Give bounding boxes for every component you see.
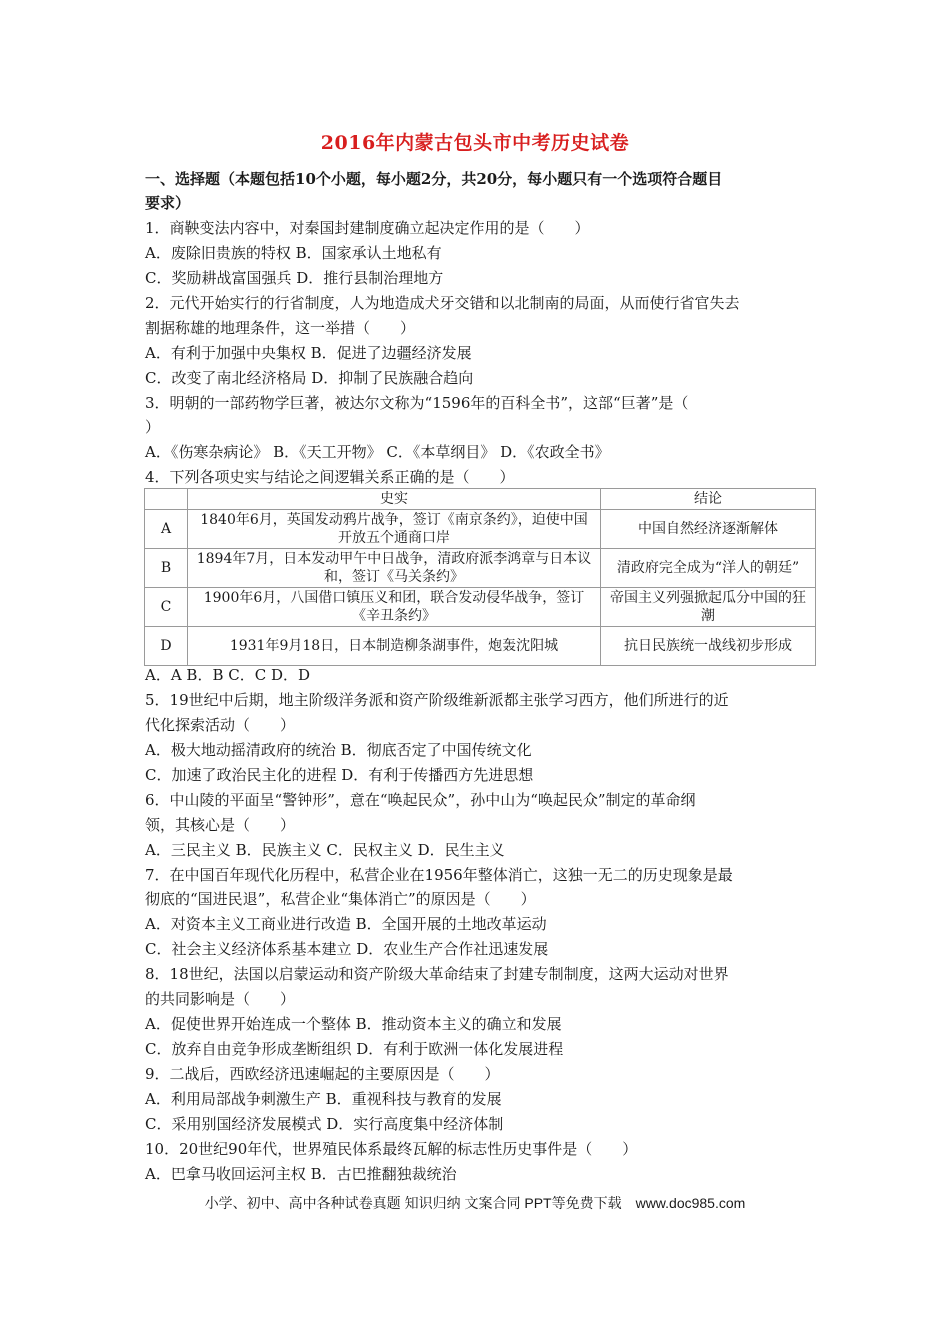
question-5-cont: 代化探索活动（ ） [145, 716, 296, 734]
q6-options: A．三民主义 B．民族主义 C．民权主义 D．民生主义 [145, 841, 505, 859]
section-heading-cont: 要求） [145, 194, 191, 212]
row-fact: 1840年6月，英国发动鸦片战争，签订《南京条约》，迫使中国开放五个通商口岸 [188, 510, 601, 549]
q1-options-cd: C．奖励耕战富国强兵 D．推行县制治理地方 [145, 269, 444, 287]
row-conclusion: 帝国主义列强掀起瓜分中国的狂潮 [601, 588, 816, 627]
table-header-row [145, 489, 816, 510]
question-3: 3．明朝的一部药物学巨著，被达尔文称为“1596年的百科全书”，这部“巨著”是（ [145, 394, 689, 412]
question-8: 8．18世纪，法国以启蒙运动和资产阶级大革命结束了封建专制制度，这两大运动对世界 [145, 965, 729, 983]
row-conclusion: 抗日民族统一战线初步形成 [601, 627, 816, 666]
question-5: 5．19世纪中后期，地主阶级洋务派和资产阶级维新派都主张学习西方，他们所进行的近 [145, 691, 729, 709]
q8-options-cd: C．放弃自由竞争形成垄断组织 D．有利于欧洲一体化发展进程 [145, 1040, 564, 1058]
q8-options-ab: A．促使世界开始连成一个整体 B．推动资本主义的确立和发展 [145, 1015, 562, 1033]
row-fact: 1931年9月18日，日本制造柳条湖事件，炮轰沈阳城 [188, 627, 601, 666]
row-conclusion: 清政府完全成为“洋人的朝廷” [601, 549, 816, 588]
table-row [145, 510, 816, 549]
q3-options: A．《伤寒杂病论》 B．《天工开物》 C．《本草纲目》 D．《农政全书》 [145, 443, 610, 461]
question-1: 1．商鞅变法内容中，对秦国封建制度确立起决定作用的是（ ） [145, 219, 590, 237]
question-9: 9．二战后，西欧经济迅速崛起的主要原因是（ ） [145, 1065, 500, 1083]
q9-options-ab: A．利用局部战争刺激生产 B．重视科技与教育的发展 [145, 1090, 502, 1108]
question-4: 4．下列各项史实与结论之间逻辑关系正确的是（ ） [145, 468, 515, 486]
page-title: 2016年内蒙古包头市中考历史试卷 [320, 132, 630, 154]
question-8-cont: 的共同影响是（ ） [145, 990, 296, 1008]
q5-options-cd: C．加速了政治民主化的进程 D．有利于传播西方先进思想 [145, 766, 534, 784]
question-4-table [144, 488, 816, 666]
question-7: 7．在中国百年现代化历程中，私营企业在1956年整体消亡，这独一无二的历史现象是最 [145, 866, 733, 884]
question-6-cont: 领，其核心是（ ） [145, 816, 296, 834]
q7-options-ab: A．对资本主义工商业进行改造 B．全国开展的土地改革运动 [145, 915, 547, 933]
row-fact: 1894年7月，日本发动甲午中日战争，清政府派李鸿章与日本议和，签订《马关条约》 [188, 549, 601, 588]
row-label: B [145, 549, 188, 588]
table-header-label [145, 489, 188, 510]
question-7-cont: 彻底的“国进民退”，私营企业“集体消亡”的原因是（ ） [145, 890, 536, 908]
q9-options-cd: C．采用别国经济发展模式 D．实行高度集中经济体制 [145, 1115, 504, 1133]
table-row [145, 549, 816, 588]
question-6: 6．中山陵的平面呈“警钟形”，意在“唤起民众”，孙中山为“唤起民众”制定的革命纲 [145, 791, 696, 809]
q1-options-ab: A．废除旧贵族的特权 B．国家承认土地私有 [145, 244, 442, 262]
q7-options-cd: C．社会主义经济体系基本建立 D．农业生产合作社迅速发展 [145, 940, 549, 958]
section-heading: 一、选择题（本题包括10个小题，每小题2分，共20分，每小题只有一个选项符合题目 [145, 170, 723, 188]
row-fact: 1900年6月，八国借口镇压义和团，联合发动侵华战争，签订《辛丑条约》 [188, 588, 601, 627]
q5-options-ab: A．极大地动摇清政府的统治 B．彻底否定了中国传统文化 [145, 741, 532, 759]
question-3-cont: ） [145, 418, 161, 436]
footer-banner: 小学、初中、高中各种试卷真题 知识归纳 文案合同 PPT等免费下载 www.doc985.com [204, 1195, 746, 1211]
q2-options-cd: C．改变了南北经济格局 D．抑制了民族融合趋向 [145, 369, 474, 387]
question-2-cont: 割据称雄的地理条件，这一举措（ ） [145, 319, 416, 337]
row-label: A [145, 510, 188, 549]
row-label: C [145, 588, 188, 627]
q10-options-ab: A．巴拿马收回运河主权 B．古巴推翻独裁统治 [145, 1165, 457, 1183]
table-header-conclusion: 结论 [601, 489, 816, 510]
table-row [145, 588, 816, 627]
row-label: D [145, 627, 188, 666]
q2-options-ab: A．有利于加强中央集权 B．促进了边疆经济发展 [145, 344, 472, 362]
table-header-fact: 史实 [188, 489, 601, 510]
q4-options: A．A B．B C．C D．D [145, 666, 311, 684]
table-row [145, 627, 816, 666]
question-10: 10．20世纪90年代，世界殖民体系最终瓦解的标志性历史事件是（ ） [145, 1140, 638, 1158]
question-2: 2．元代开始实行的行省制度，人为地造成犬牙交错和以北制南的局面，从而使行省官失去 [145, 294, 740, 312]
row-conclusion: 中国自然经济逐渐解体 [601, 510, 816, 549]
